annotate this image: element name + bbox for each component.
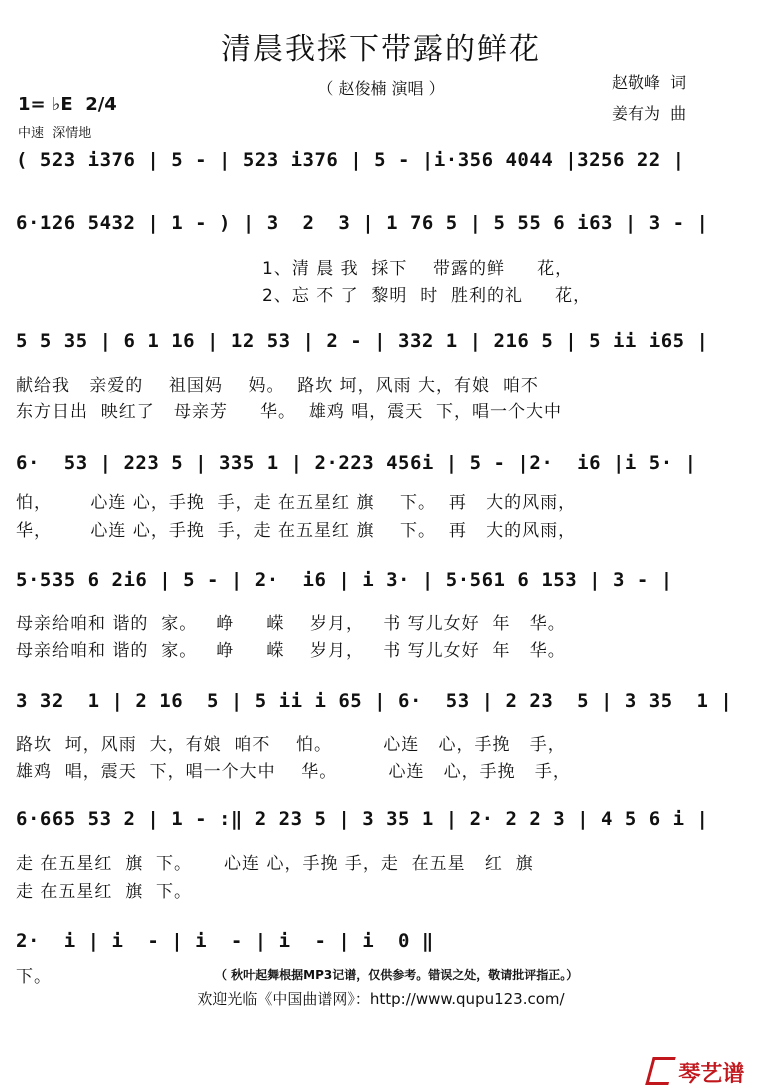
song-title: 清晨我採下带露的鲜花	[221, 32, 541, 67]
singer-credit: （ 赵俊楠 演唱 ）	[317, 79, 445, 98]
lyric-line-7a: 走 在五星红 旗 下。 心连 心，手挽 手，走 在五星 红 旗	[16, 854, 534, 874]
score-line-7: 6·665 53 2 | 1 - :‖ 2 23 5 | 3 35 1 | 2· 2 2 3 | 4 5 6 i |	[16, 808, 709, 830]
lyric-line-2a: 1、清 晨 我 採下 带露的鲜 花，	[262, 259, 574, 279]
lyric-line-5b: 母亲给咱和 谐的 家。 峥 嵘 岁月， 书 写儿女好 年 华。	[16, 641, 566, 661]
composer-credit: 姜有为 曲	[612, 104, 687, 123]
score-line-6: 3 32 1 | 2 16 5 | 5 ii i 65 | 6· 53 | 2 23 5 | 3 35 1 |	[16, 690, 733, 712]
lyric-line-3a: 献给我 亲爱的 祖国妈 妈。 路坎 坷，风雨 大，有娘 咱不	[16, 376, 539, 396]
tempo-marking: 中速 深情地	[18, 126, 92, 141]
lyric-line-6b: 雄鸡 唱，震天 下，唱一个大中 华。 心连 心，手挽 手，	[16, 762, 571, 782]
lyric-line-8: 下。	[16, 967, 52, 987]
score-line-3: 5 5 35 | 6 1 16 | 12 53 | 2 - | 332 1 | 216 5 | 5 ii i65 |	[16, 330, 709, 352]
score-line-8: 2· i | i - | i - | i - | i 0 ‖	[16, 930, 434, 952]
lyric-line-4a: 怕， 心连 心，手挽 手，走 在五星红 旗 下。 再 大的风雨，	[16, 493, 577, 513]
score-line-1: ( 523 i376 | 5 - | 523 i376 | 5 - |i·356 4044 |3256 22 |	[16, 149, 685, 171]
score-line-4: 6· 53 | 223 5 | 335 1 | 2·223 456i | 5 - |2· i6 |i 5· |	[16, 452, 697, 474]
logo-icon	[646, 1057, 677, 1085]
lyric-line-4b: 华， 心连 心，手挽 手，走 在五星红 旗 下。 再 大的风雨，	[16, 521, 577, 541]
key-signature: 1= ♭E 2/4	[18, 94, 117, 115]
lyricist-credit: 赵敬峰 词	[612, 73, 687, 92]
logo-text: 琴艺谱	[678, 1062, 745, 1087]
lyric-line-2b: 2、忘 不 了 黎明 时 胜利的礼 花，	[262, 286, 592, 306]
lyric-line-7b: 走 在五星红 旗 下。	[16, 882, 193, 902]
lyric-line-5a: 母亲给咱和 谐的 家。 峥 嵘 岁月， 书 写儿女好 年 华。	[16, 614, 566, 634]
lyric-line-3b: 东方日出 映红了 母亲芳 华。 雄鸡 唱，震天 下，唱一个大中	[16, 402, 563, 422]
site-welcome: 欢迎光临《中国曲谱网》：http://www.qupu123.com/	[197, 990, 565, 1008]
score-line-2: 6·126 5432 | 1 - ) | 3 2 3 | 1 76 5 | 5 55 6 i63 | 3 - |	[16, 212, 709, 234]
site-logo[interactable]	[634, 1032, 744, 1088]
score-line-5: 5·535 6 2i6 | 5 - | 2· i6 | i 3· | 5·561 6 153 | 3 - |	[16, 569, 673, 591]
lyric-line-6a: 路坎 坷，风雨 大，有娘 咱不 怕。 心连 心，手挽 手，	[16, 735, 566, 755]
transcription-note: （ 秋叶起舞根据MP3记谱，仅供参考。错误之处，敬请批评指正。）	[215, 968, 579, 982]
